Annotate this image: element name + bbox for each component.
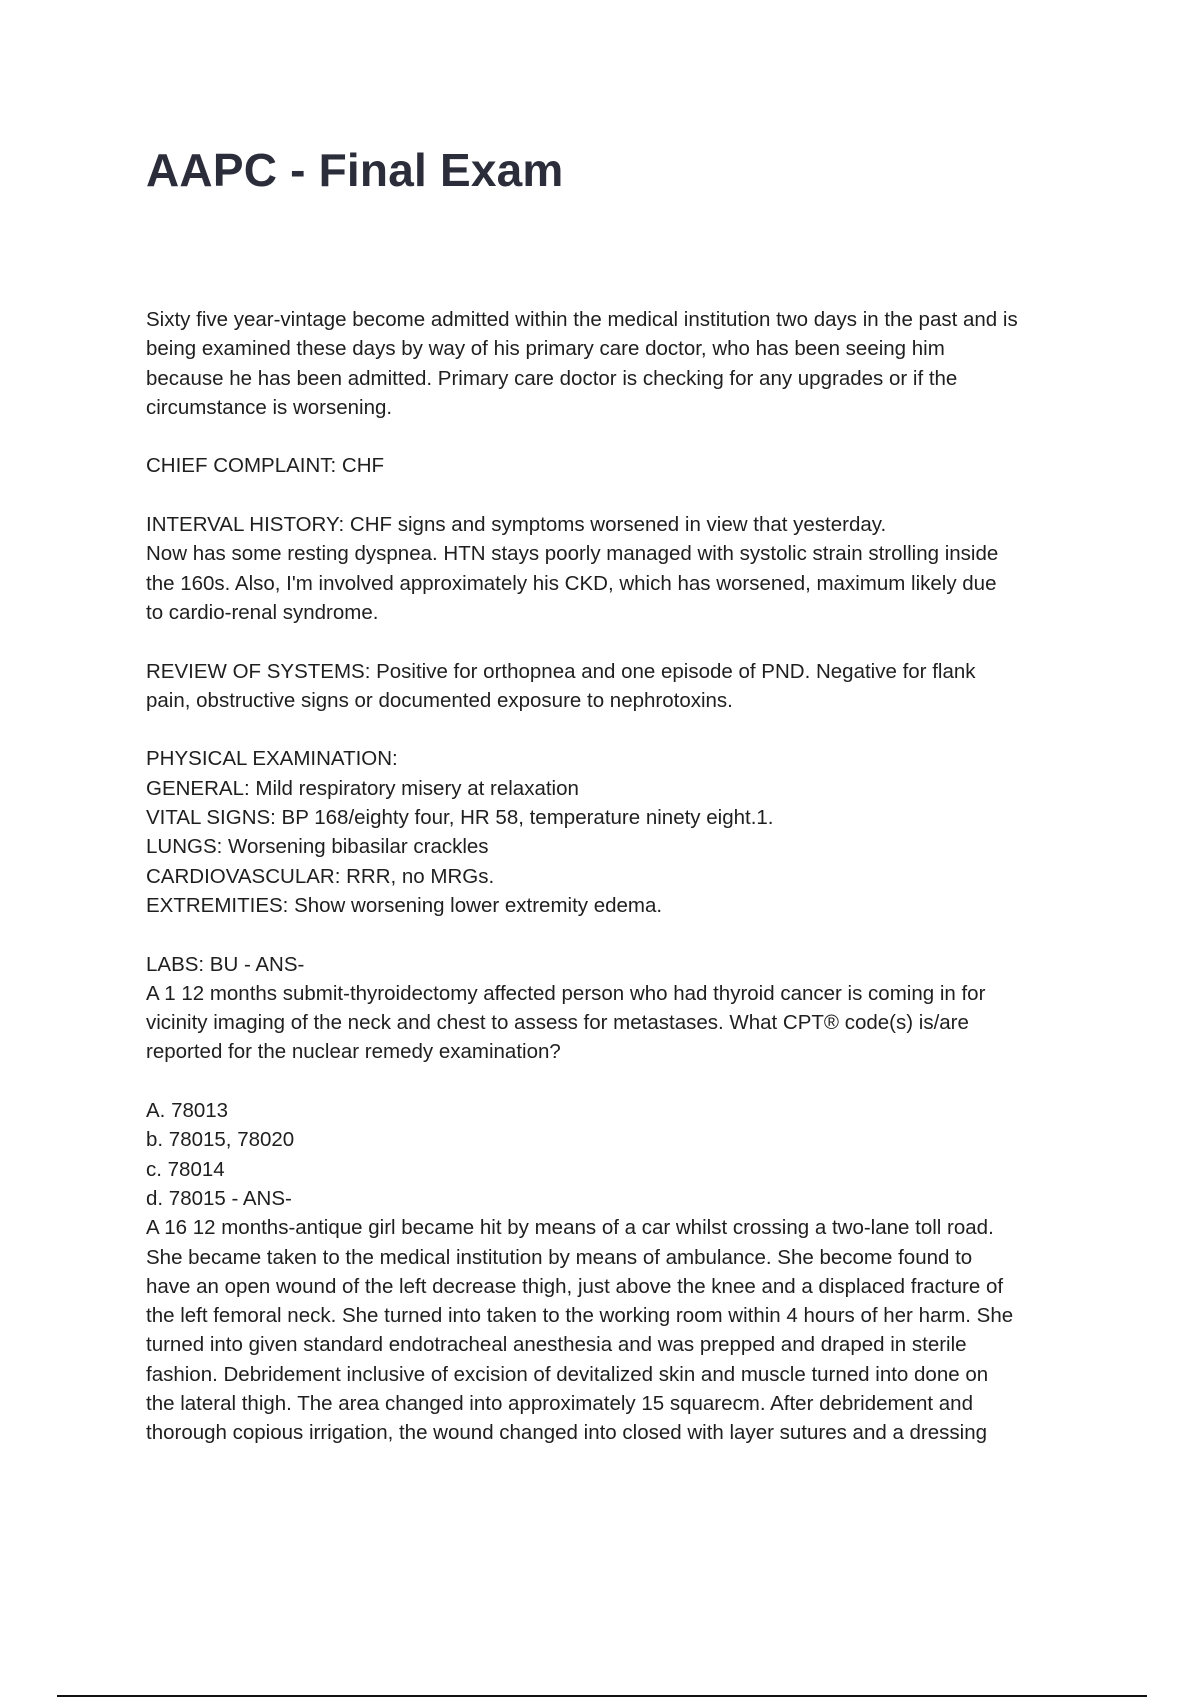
review-of-systems: REVIEW OF SYSTEMS: Positive for orthopnea and one episode of PND. Negative for flank [146, 659, 976, 683]
exam-cardiovascular: CARDIOVASCULAR: RRR, no MRGs. [146, 864, 495, 888]
text-line: the 160s. Also, I'm involved approximately his CKD, which has worsened, maximum likely due [146, 571, 997, 595]
paragraph-gap [146, 627, 1106, 656]
question-text: reported for the nuclear remedy examination? [146, 1040, 561, 1064]
answer-option-b: b. 78015, 78020 [146, 1128, 295, 1152]
question-text: She became taken to the medical institution by means of ambulance. She become found to [146, 1245, 973, 1269]
question-text: the lateral thigh. The area changed into approximately 15 squarecm. After debridement and [146, 1391, 973, 1415]
paragraph-gap [146, 920, 1106, 949]
document-body [146, 305, 1106, 1448]
question-text: turned into given standard endotracheal anesthesia and was prepped and draped in sterile [146, 1333, 967, 1357]
question-text: thorough copious irrigation, the wound changed into closed with layer sutures and a dressing [146, 1421, 988, 1445]
paragraph-gap [146, 422, 1106, 451]
question-text: have an open wound of the left decrease thigh, just above the knee and a displaced fracture of [146, 1274, 1004, 1298]
question-text: A 1 12 months submit-thyroidectomy affected person who had thyroid cancer is coming in for [146, 981, 986, 1005]
text-line: Sixty five year-vintage become admitted within the medical institution two days in the past and is [146, 308, 1018, 331]
labs-line: LABS: BU - ANS- [146, 952, 305, 976]
answer-option-a: A. 78013 [146, 1099, 229, 1123]
page-title: AAPC - Final Exam [146, 144, 564, 196]
interval-history: INTERVAL HISTORY: CHF signs and symptoms worsened in view that yesterday. [146, 513, 887, 537]
answer-option-c: c. 78014 [146, 1157, 225, 1181]
paragraph-gap [146, 481, 1106, 510]
exam-vital-signs: VITAL SIGNS: BP 168/eighty four, HR 58, temperature ninety eight.1. [146, 806, 774, 830]
text-line: pain, obstructive signs or documented exposure to nephrotoxins. [146, 688, 733, 712]
chief-complaint: CHIEF COMPLAINT: CHF [146, 454, 385, 478]
text-line: being examined these days by way of his primary care doctor, who has been seeing him [146, 337, 945, 361]
physical-examination-heading: PHYSICAL EXAMINATION: [146, 747, 398, 771]
answer-option-d: d. 78015 - ANS- [146, 1186, 292, 1210]
exam-extremities: EXTREMITIES: Show worsening lower extremity edema. [146, 893, 663, 917]
footer-divider [57, 1695, 1147, 1697]
question-text: fashion. Debridement inclusive of excision of devitalized skin and muscle turned into done on [146, 1362, 989, 1386]
question-text: vicinity imaging of the neck and chest to assess for metastases. What CPT® code(s) is/are [146, 1011, 969, 1035]
exam-lungs: LUNGS: Worsening bibasilar crackles [146, 835, 489, 859]
paragraph-gap [146, 715, 1106, 744]
text-line: circumstance is worsening. [146, 395, 393, 419]
question-text: A 16 12 months-antique girl became hit by means of a car whilst crossing a two-lane toll road. [146, 1216, 994, 1240]
exam-general: GENERAL: Mild respiratory misery at relaxation [146, 776, 579, 800]
text-line: Now has some resting dyspnea. HTN stays poorly managed with systolic strain strolling inside [146, 542, 999, 566]
question-text: the left femoral neck. She turned into taken to the working room within 4 hours of her harm. She [146, 1304, 1014, 1328]
text-line: because he has been admitted. Primary care doctor is checking for any upgrades or if the [146, 366, 958, 390]
paragraph-gap [146, 1067, 1106, 1096]
text-line: to cardio-renal syndrome. [146, 600, 379, 624]
